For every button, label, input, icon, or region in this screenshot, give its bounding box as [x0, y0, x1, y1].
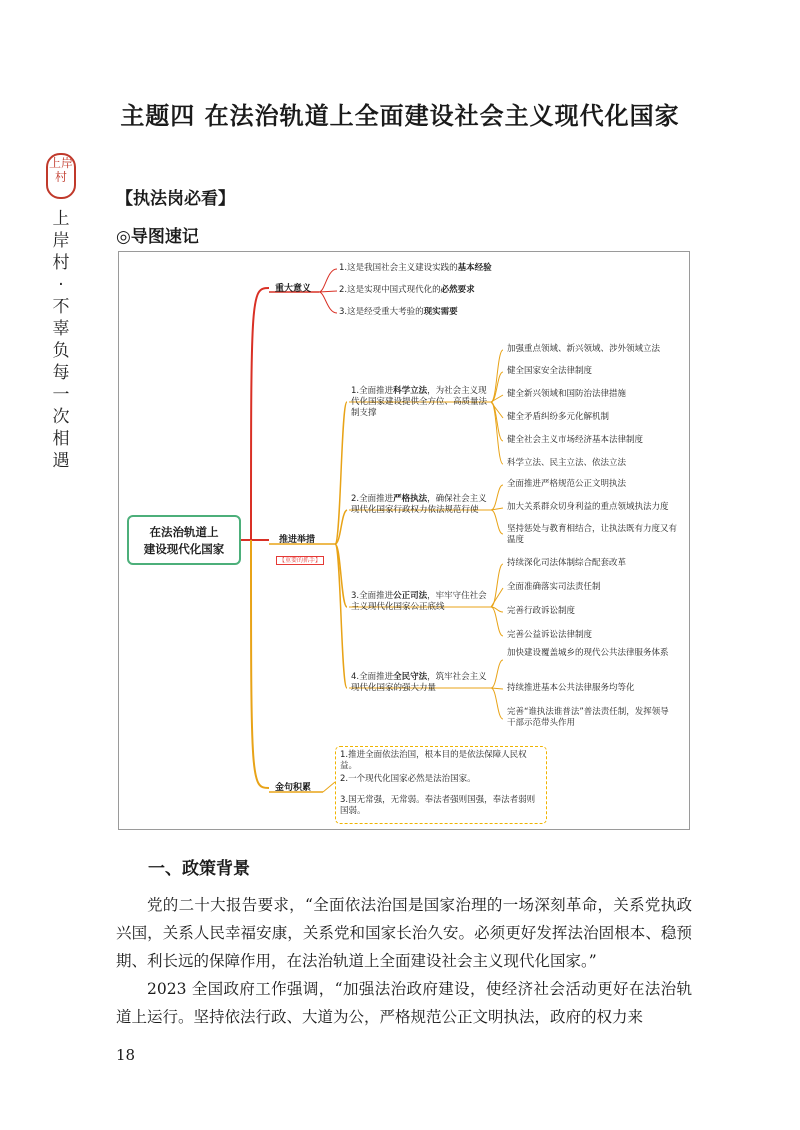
leaf-item: 健全新兴领域和国防治法律措施	[507, 389, 627, 399]
section-heading: 一、政策背景	[148, 859, 250, 879]
section-tag: 【执法岗必看】	[116, 189, 235, 209]
motto-char: 不	[52, 297, 70, 317]
quote-item: 2.一个现代化国家必然是法治国家。	[340, 774, 476, 784]
leaf-item: 完善公益诉讼法律制度	[507, 630, 593, 640]
leaf-item: 健全社会主义市场经济基本法律制度	[507, 435, 644, 445]
leaf-item: 全面推进严格规范公正文明执法	[507, 479, 627, 489]
page-title: 主题四 在法治轨道上全面建设社会主义现代化国家	[120, 102, 680, 130]
motto-char: 每	[52, 363, 70, 383]
body-paragraph-1: 党的二十大报告要求，“全面依法治国是国家治理的一场深刻革命，关系党执政兴国，关系人民幸福安康，关系党和国家长治久安。必须更好发挥法治固根本、稳预期、利长远的保障作用，在法治轨道上全面建设社会主义现代化国家。”	[116, 896, 692, 970]
seal-logo	[46, 153, 76, 199]
measure-sub-2: 2.全面推进严格执法，确保社会主义现代化国家行政权力依法规范行使	[351, 494, 487, 515]
motto-char: 相	[52, 429, 70, 449]
branch-significance: 重大意义	[275, 284, 312, 294]
motto-char: ·	[58, 275, 64, 295]
mind-map	[118, 251, 690, 830]
root-line-2: 建设现代化国家	[143, 542, 225, 556]
quotes-box	[335, 746, 547, 824]
leaf-item: 全面准确落实司法责任制	[507, 582, 601, 592]
measure-sub-4: 4.全面推进全民守法，筑牢社会主义现代化国家的强大力量	[351, 672, 487, 693]
leaf-item: 加大关系群众切身利益的重点领域执法力度	[507, 502, 669, 512]
leaf-item: 持续深化司法体制综合配套改革	[507, 558, 627, 568]
motto-char: 村	[52, 253, 70, 273]
side-motto	[50, 208, 72, 472]
leaf-item: 健全矛盾纠纷多元化解机制	[507, 412, 610, 422]
leaf-item: 健全国家安全法律制度	[507, 366, 593, 376]
quote-item: 3.国无常强，无常弱。奉法者强则国强，奉法者弱则国弱。	[340, 795, 536, 816]
significance-item: 1.这是我国社会主义建设实践的基本经验	[339, 263, 492, 273]
measure-sub-3: 3.全面推进公正司法，牢牢守住社会主义现代化国家公正底线	[351, 591, 487, 612]
quote-item: 1.推进全面依法治国，根本目的是依法保障人民权益。	[340, 750, 527, 771]
branch-measures: 推进举措	[279, 535, 316, 545]
measure-sub-1: 1.全面推进科学立法，为社会主义现代化国家建设提供全方位、高质量法制支撑	[351, 386, 488, 418]
leaf-item: 加强重点领域、新兴领域、涉外领域立法	[507, 344, 661, 354]
motto-char: 上	[52, 209, 70, 229]
leaf-item: 加快建设覆盖城乡的现代公共法律服务体系	[507, 648, 669, 658]
motto-char: 辜	[52, 319, 70, 339]
seal-text: 上岸村	[48, 156, 73, 184]
leaf-item: 持续推进基本公共法律服务均等化	[507, 683, 635, 693]
motto-char: 遇	[52, 451, 70, 471]
motto-char: 一	[52, 385, 70, 405]
motto-char: 次	[52, 407, 70, 427]
mind-map-root	[127, 515, 241, 565]
map-heading: ◎导图速记	[116, 227, 199, 247]
motto-char: 岸	[52, 231, 70, 251]
leaf-item: 完善“谁执法谁普法”普法责任制，发挥领导干部示范带头作用	[507, 707, 669, 728]
motto-char: 负	[52, 341, 70, 361]
root-line-1: 在法治轨道上	[149, 525, 219, 539]
significance-item: 2.这是实现中国式现代化的必然要求	[339, 285, 475, 295]
page-number: 18	[116, 1046, 136, 1064]
significance-item: 3.这是经受重大考验的现实需要	[339, 307, 458, 317]
leaf-item: 完善行政诉讼制度	[507, 606, 576, 616]
body-paragraph-2: 2023 全国政府工作强调，“加强法治政府建设，使经济社会活动更好在法治轨道上运行。坚持依法行政、大道为公，严格规范公正文明执法，政府的权力来	[116, 980, 692, 1026]
measures-tag: 【重要的抓手】	[276, 547, 324, 566]
leaf-item: 科学立法、民主立法、依法立法	[507, 458, 627, 468]
branch-quotes: 金句积累	[275, 783, 312, 793]
leaf-item: 坚持惩处与教育相结合，让执法既有力度又有温度	[507, 524, 678, 545]
